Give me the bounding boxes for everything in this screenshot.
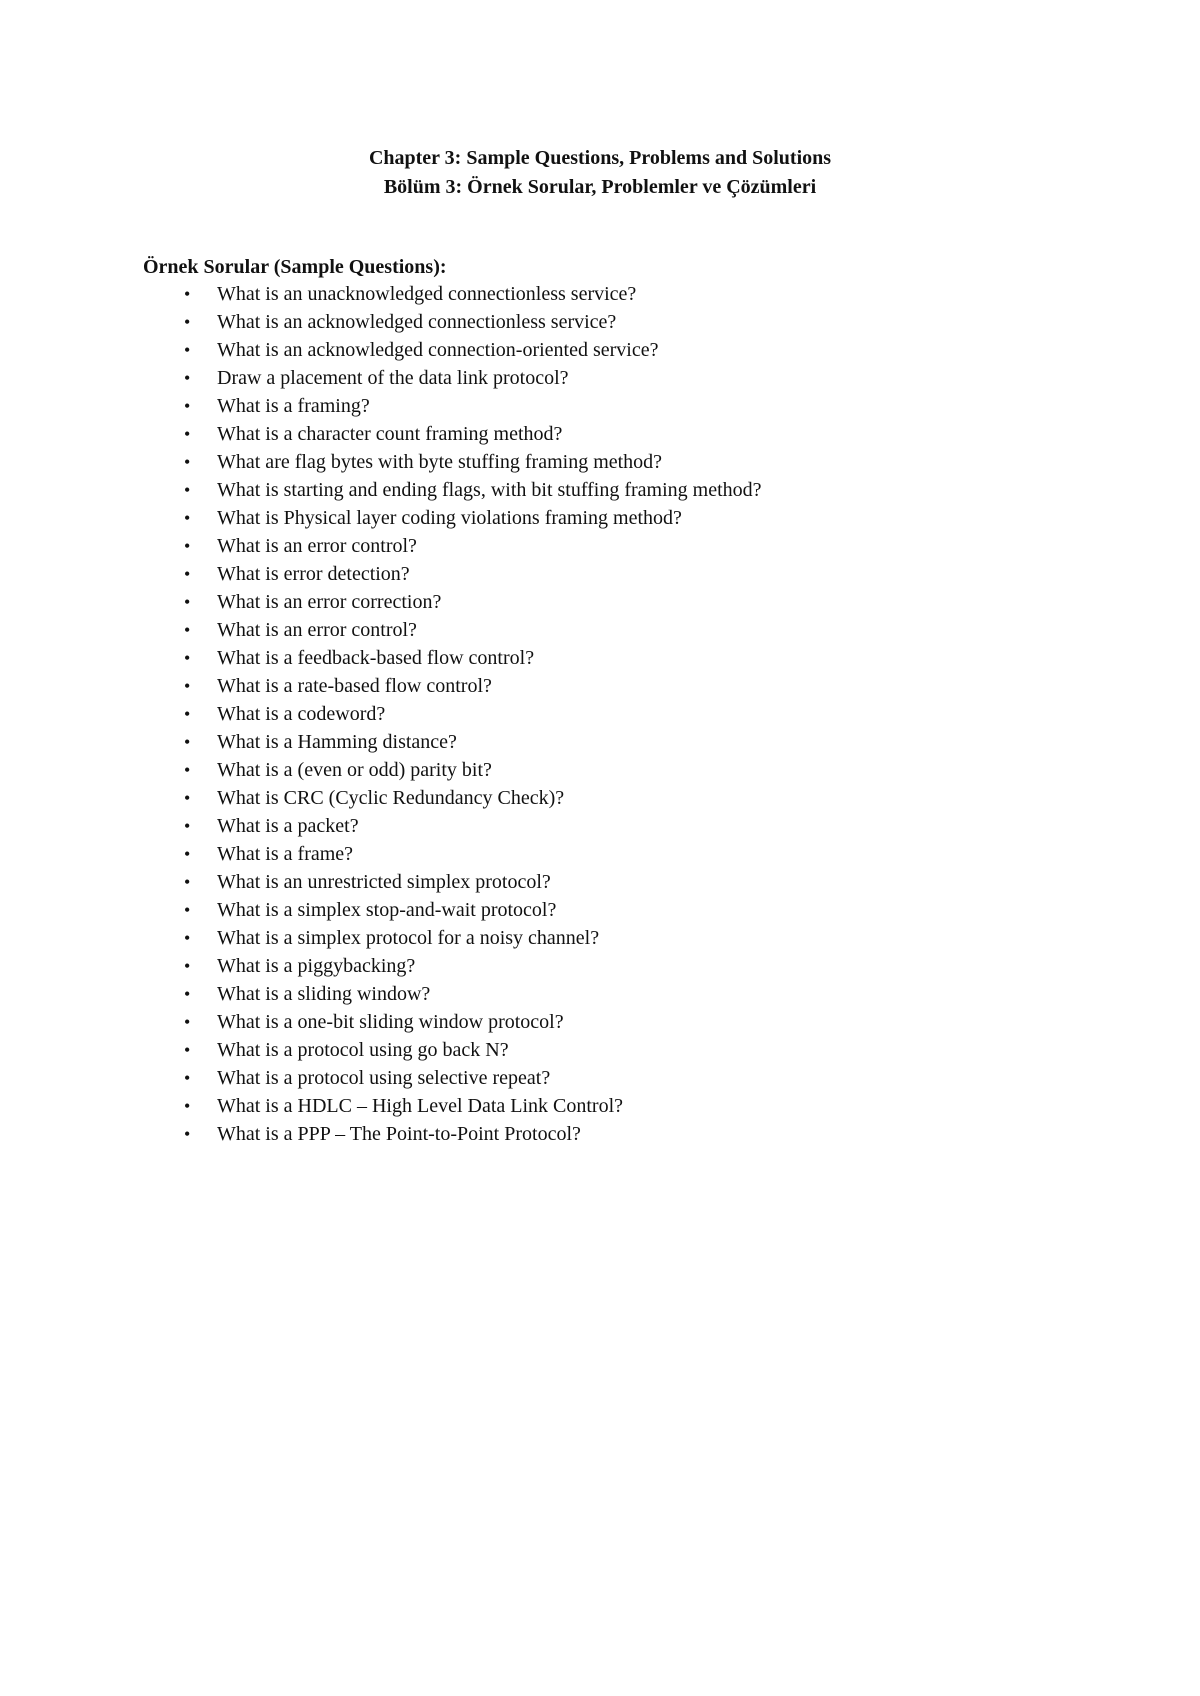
question-item — [143, 1120, 1143, 1148]
bullet-icon: • — [184, 1096, 191, 1116]
question-item — [143, 504, 1143, 532]
bullet-icon: • — [184, 956, 191, 976]
question-text: What is a character count framing method? — [217, 423, 563, 445]
question-text: What is a framing? — [217, 395, 370, 417]
question-item — [143, 1064, 1143, 1092]
question-text: What is a Hamming distance? — [217, 731, 457, 753]
question-item — [143, 756, 1143, 784]
question-text: What is a protocol using go back N? — [217, 1039, 509, 1061]
bullet-icon: • — [184, 844, 191, 864]
question-item — [143, 924, 1143, 952]
question-text: What is a (even or odd) parity bit? — [217, 759, 492, 781]
question-text: What is an error control? — [217, 619, 417, 641]
question-text: What is a HDLC – High Level Data Link Control? — [217, 1095, 624, 1117]
bullet-icon: • — [184, 536, 191, 556]
question-text: What is starting and ending flags, with bit stuffing framing method? — [217, 479, 762, 501]
question-item — [143, 868, 1143, 896]
question-item — [143, 672, 1143, 700]
section-heading: Örnek Sorular (Sample Questions): — [143, 256, 447, 278]
sample-questions-section — [143, 254, 1143, 1148]
bullet-icon: • — [184, 564, 191, 584]
question-item — [143, 364, 1143, 392]
question-list — [143, 280, 1143, 1148]
question-text: What is CRC (Cyclic Redundancy Check)? — [217, 787, 565, 809]
question-text: What is a frame? — [217, 843, 354, 865]
question-item — [143, 980, 1143, 1008]
question-item — [143, 560, 1143, 588]
bullet-icon: • — [184, 732, 191, 752]
question-text: What is a packet? — [217, 815, 359, 837]
question-item — [143, 308, 1143, 336]
question-item — [143, 476, 1143, 504]
bullet-icon: • — [184, 340, 191, 360]
question-text: Draw a placement of the data link protocol? — [217, 367, 569, 389]
bullet-icon: • — [184, 1040, 191, 1060]
question-item — [143, 728, 1143, 756]
question-item — [143, 1008, 1143, 1036]
question-text: What is a one-bit sliding window protocol? — [217, 1011, 564, 1033]
question-text: What is a simplex protocol for a noisy channel? — [217, 927, 600, 949]
bullet-icon: • — [184, 704, 191, 724]
question-item — [143, 280, 1143, 308]
bullet-icon: • — [184, 396, 191, 416]
question-item — [143, 420, 1143, 448]
bullet-icon: • — [184, 872, 191, 892]
bullet-icon: • — [184, 984, 191, 1004]
question-text: What is an acknowledged connectionless service? — [217, 311, 617, 333]
question-item — [143, 952, 1143, 980]
question-item — [143, 644, 1143, 672]
question-item — [143, 336, 1143, 364]
bullet-icon: • — [184, 620, 191, 640]
document-title-turkish: Bölüm 3: Örnek Sorular, Problemler ve Çözümleri — [383, 176, 817, 198]
bullet-icon: • — [184, 368, 191, 388]
bullet-icon: • — [184, 648, 191, 668]
question-text: What is an unrestricted simplex protocol? — [217, 871, 551, 893]
question-text: What is a protocol using selective repeat? — [217, 1067, 551, 1089]
bullet-icon: • — [184, 760, 191, 780]
question-text: What is a simplex stop-and-wait protocol? — [217, 899, 557, 921]
question-item — [143, 896, 1143, 924]
question-text: What are flag bytes with byte stuffing framing method? — [217, 451, 663, 473]
question-text: What is a PPP – The Point-to-Point Protocol? — [217, 1123, 581, 1145]
question-text: What is a piggybacking? — [217, 955, 416, 977]
question-text: What is a codeword? — [217, 703, 386, 725]
question-text: What is Physical layer coding violations framing method? — [217, 507, 682, 529]
bullet-icon: • — [184, 1124, 191, 1144]
bullet-icon: • — [184, 1068, 191, 1088]
question-text: What is error detection? — [217, 563, 410, 585]
bullet-icon: • — [184, 1012, 191, 1032]
question-text: What is an acknowledged connection-oriented service? — [217, 339, 659, 361]
question-text: What is an error correction? — [217, 591, 442, 613]
bullet-icon: • — [184, 424, 191, 444]
document-title-english: Chapter 3: Sample Questions, Problems and Solutions — [368, 147, 832, 169]
bullet-icon: • — [184, 508, 191, 528]
bullet-icon: • — [184, 284, 191, 304]
bullet-icon: • — [184, 788, 191, 808]
bullet-icon: • — [184, 816, 191, 836]
question-item — [143, 1092, 1143, 1120]
bullet-icon: • — [184, 312, 191, 332]
question-text: What is an error control? — [217, 535, 417, 557]
bullet-icon: • — [184, 900, 191, 920]
question-item — [143, 532, 1143, 560]
bullet-icon: • — [184, 452, 191, 472]
question-item — [143, 812, 1143, 840]
question-item — [143, 840, 1143, 868]
question-item — [143, 1036, 1143, 1064]
question-text: What is an unacknowledged connectionless service? — [217, 283, 637, 305]
title-block — [0, 144, 1200, 202]
question-item — [143, 392, 1143, 420]
bullet-icon: • — [184, 676, 191, 696]
question-text: What is a sliding window? — [217, 983, 431, 1005]
question-item — [143, 448, 1143, 476]
bullet-icon: • — [184, 928, 191, 948]
bullet-icon: • — [184, 480, 191, 500]
question-item — [143, 588, 1143, 616]
question-text: What is a feedback-based flow control? — [217, 647, 535, 669]
question-item — [143, 784, 1143, 812]
question-text: What is a rate-based flow control? — [217, 675, 492, 697]
question-item — [143, 700, 1143, 728]
bullet-icon: • — [184, 592, 191, 612]
question-item — [143, 616, 1143, 644]
